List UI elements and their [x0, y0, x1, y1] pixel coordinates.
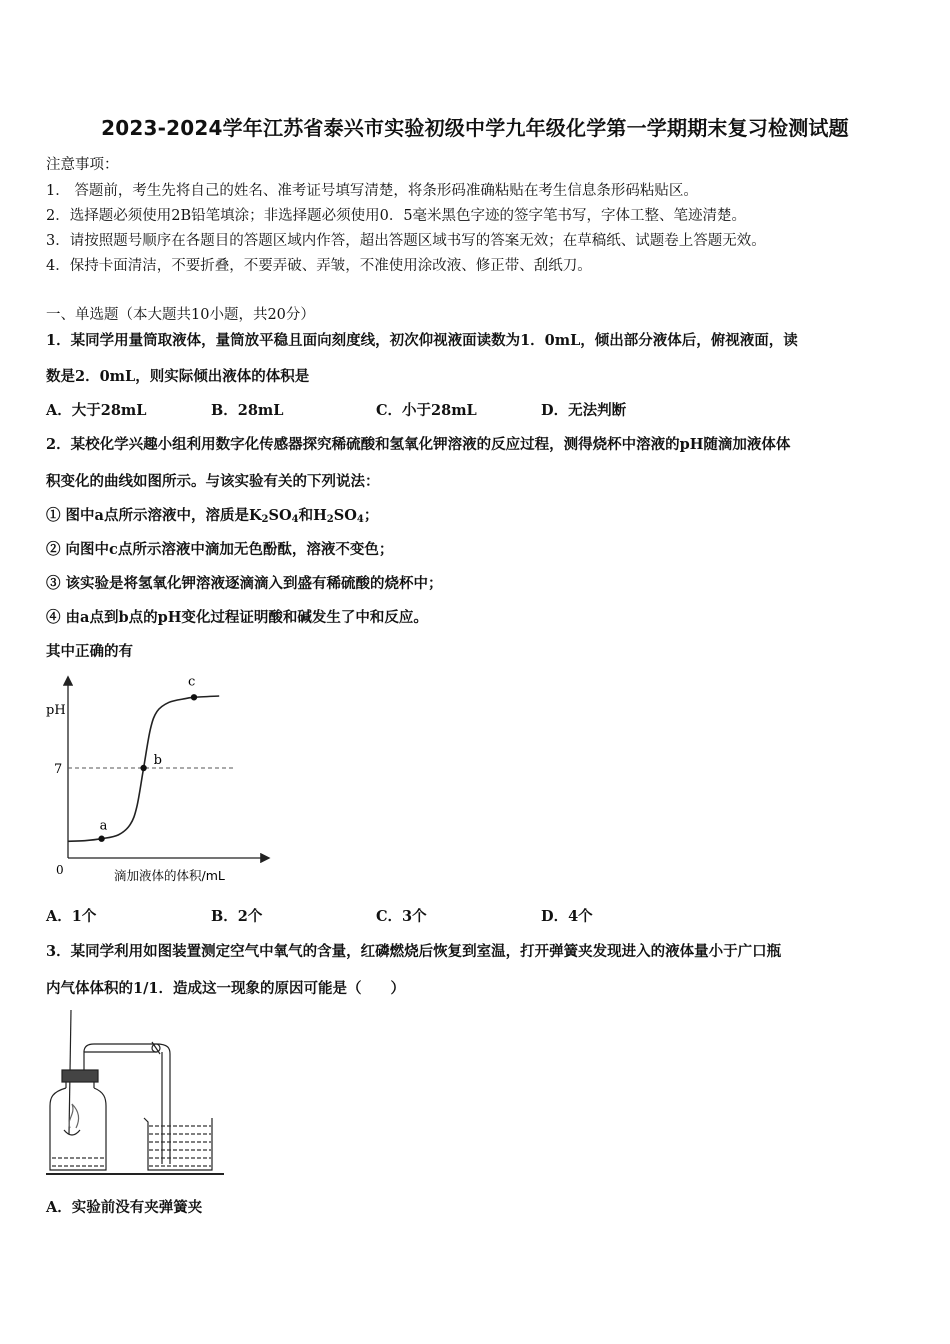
q2-statement-2: ② 向图中c点所示溶液中滴加无色酚酞，溶液不变色； [46, 541, 394, 558]
ph-chart [40, 672, 280, 887]
q1-option-b: B．28mL [211, 402, 284, 419]
q3-stem-line1: 3．某同学利用如图装置测定空气中氧气的含量，红磷燃烧后恢复到室温，打开弹簧夹发现进入的液体量小于广口瓶 [46, 943, 782, 960]
point-c [191, 694, 197, 700]
glass-tube-top [84, 1044, 156, 1052]
point-b [140, 765, 146, 771]
q1-option-a: A．大于28mL [46, 402, 147, 419]
q2-option-c: C．3个 [376, 908, 427, 925]
origin-label: 0 [56, 863, 64, 877]
rubber-stopper [62, 1070, 98, 1082]
q2-stem-line1: 2．某校化学兴趣小组利用数字化传感器探究稀硫酸和氢氧化钾溶液的反应过程，测得烧杯中溶液的pH随滴加液体体 [46, 436, 791, 453]
beaker [144, 1118, 212, 1170]
q2-statement-3: ③ 该实验是将氢氧化钾溶液逐滴滴入到盛有稀硫酸的烧杯中； [46, 575, 443, 592]
q2-prompt: 其中正确的有 [46, 643, 133, 660]
section-heading: 一、单选题（本大题共10小题，共20分） [46, 307, 315, 323]
q2-statement-4: ④ 由a点到b点的pH变化过程证明酸和碱发生了中和反应。 [46, 609, 428, 626]
flame-icon [69, 1104, 79, 1128]
notice-item-1: 1． 答题前，考生先将自己的姓名、准考证号填写清楚，将条形码准确粘贴在考生信息条形码粘贴区。 [46, 183, 698, 199]
point-label-a: a [99, 818, 108, 834]
q2-statement-1: ① 图中a点所示溶液中，溶质是$K_2SO_4$和$H_2SO_4$； [46, 507, 379, 525]
q1-option-d: D．无法判断 [541, 402, 627, 419]
notice-item-2: 2．选择题必须使用2B铅笔填涂；非选择题必须使用0．5毫米黑色字迹的签字笔书写，字体工整、笔迹清楚。 [46, 208, 747, 224]
q3-stem-line2: 内气体体积的1/1．造成这一现象的原因可能是（ ） [46, 980, 405, 997]
q1-option-c: C．小于28mL [376, 402, 477, 419]
x-axis-label: 滴加液体的体积/mL [114, 868, 225, 883]
point-a [98, 836, 104, 842]
q1-stem-line1: 1．某同学用量筒取液体，量筒放平稳且面向刻度线，初次仰视液面读数为1．0mL，倾出部分液体后，俯视液面，读 [46, 332, 798, 349]
glass-tube [84, 1050, 156, 1070]
bottle-water [52, 1158, 104, 1166]
q1-stem-line2: 数是2．0mL，则实际倾出液体的体积是 [46, 368, 310, 385]
oxygen-apparatus-figure [44, 1006, 234, 1178]
reference-label-7: 7 [54, 762, 63, 777]
notice-heading: 注意事项： [46, 157, 119, 173]
q2-option-b: B．2个 [211, 908, 263, 925]
y-axis-label: pH [46, 703, 66, 718]
combustion-spoon [64, 1130, 80, 1135]
q2-stem-line2: 积变化的曲线如图所示。与该实验有关的下列说法： [46, 473, 380, 490]
beaker-water [149, 1126, 211, 1166]
point-label-c: c [188, 674, 196, 690]
q2-option-d: D．4个 [541, 908, 593, 925]
point-label-b: b [153, 753, 162, 768]
q3-option-a: A．实验前没有夹弹簧夹 [46, 1199, 203, 1216]
page-title: 2023-2024学年江苏省泰兴市实验初级中学九年级化学第一学期期末复习检测试题 [101, 116, 849, 140]
notice-item-4: 4．保持卡面清洁，不要折叠，不要弄破、弄皱，不准使用涂改液、修正带、刮纸刀。 [46, 258, 592, 274]
glass-tube-down [156, 1044, 170, 1164]
q2-option-a: A．1个 [46, 908, 97, 925]
notice-item-3: 3．请按照题号顺序在各题目的答题区域内作答，超出答题区域书写的答案无效；在草稿纸、试题卷上答题无效。 [46, 233, 766, 249]
